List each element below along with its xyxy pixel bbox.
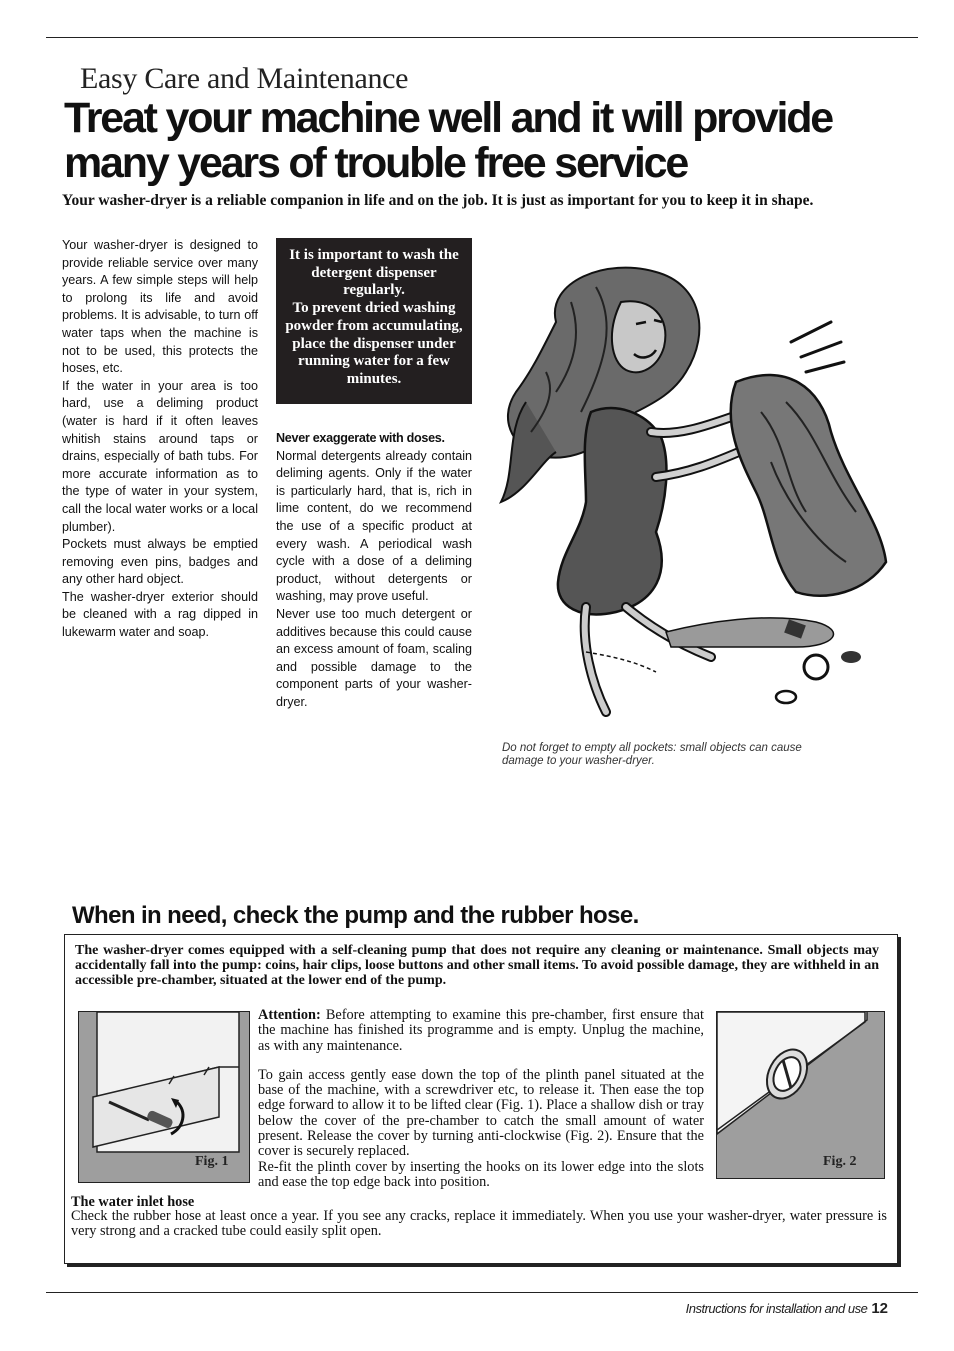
headline-line-1: Treat your machine well and it will provide <box>64 94 833 142</box>
detergent-paragraph: Normal detergents already contain deliming agents. Only if the water is particularly hard, that is, rich in lime content, do we recommend the use of a specific product at every wash. A periodical wash cycle with a dose of a deliming product, without detergents or washing, may prove useful. <box>276 448 472 604</box>
page-headline <box>64 96 924 186</box>
fig-1-label: Fig. 1 <box>195 1154 229 1169</box>
page-footer <box>686 1300 888 1317</box>
inlet-hose-heading: The water inlet hose <box>71 1194 195 1210</box>
care-paragraph: Pockets must always be emptied removing even pins, badges and any other hard object. <box>62 537 258 587</box>
care-column <box>62 237 258 642</box>
prechamber-cover-drawing <box>717 1012 884 1178</box>
inlet-hose-text: Check the rubber hose at least once a year. If you see any cracks, replace it immediately. When you use your washer-dryer, water pressure is very strong and a cracked tube could easily split open. <box>71 1208 887 1240</box>
pump-instructions <box>258 1008 704 1190</box>
attention-paragraph <box>258 1008 704 1054</box>
headline-line-2: many years of trouble free service <box>64 139 688 187</box>
notice-line: To prevent dried washing powder from accumulating, place the dispenser under running water for a few minutes. <box>285 300 463 387</box>
section-title: Easy Care and Maintenance <box>80 62 409 95</box>
fig-2-prechamber-illustration <box>716 1011 885 1179</box>
footer-title: Instructions for installation and use <box>685 1301 868 1316</box>
procedure-paragraph: To gain access gently ease down the top of the plinth panel situated at the base of the machine, with a screwdriver etc, to release it. Then ease the top edge forward to allow it to be lifted clear (Fig. 1). Place a shallow dish or tray below the cover of the pre-chamber to catch the small amount of water present. Release the cover by turning anti-clockwise (Fig. 2). Ensure that the cover is securely replaced. <box>258 1066 704 1160</box>
detergent-paragraph: Never use too much detergent or additives because this could cause an excess amount of foam, scaling and possible damage to the component parts of your washer-dryer. <box>276 606 472 709</box>
bottom-rule <box>46 1292 918 1293</box>
page-number: 12 <box>871 1300 888 1317</box>
illustration-caption: Do not forget to empty all pockets: small objects can cause damage to your washer-dryer. <box>502 742 802 767</box>
lead-paragraph: Your washer-dryer is a reliable companion in life and on the job. It is just as important for you to keep it in shape. <box>62 192 814 209</box>
attention-text: Before attempting to examine this pre-chamber, first ensure that the machine has finished its programme and is empty. Unplug the machine, as with any maintenance. <box>258 1007 704 1054</box>
attention-label: Attention: <box>258 1007 321 1023</box>
pump-section-title: When in need, check the pump and the rubber hose. <box>72 902 639 929</box>
detergent-column <box>276 430 472 712</box>
care-paragraph: If the water in your area is too hard, use a deliming product (water is hard if it often leaves whitish stains around taps or drains, especially of bath tubs. For more accurate information as to the type of water in your system, call the local water works or a local plumber). <box>62 378 258 534</box>
fig-1-plinth-illustration <box>78 1011 250 1183</box>
care-paragraph: The washer-dryer exterior should be cleaned with a rag dipped in lukewarm water and soap. <box>62 589 258 640</box>
notice-line: It is important to wash the detergent dispenser regularly. <box>289 247 459 299</box>
refit-paragraph: Re-fit the plinth cover by inserting the hooks on its lower edge into the slots and ease the top edge back into position. <box>258 1158 704 1190</box>
top-rule <box>46 37 918 38</box>
care-paragraph: Your washer-dryer is designed to provide reliable service over many years. A few simple steps will help to prolong its life and avoid problems. It is advisable, to turn off water taps when the machine is not to be used, this protects the hoses, etc. <box>62 238 258 376</box>
dispenser-notice-box <box>276 238 472 404</box>
detergent-heading: Never exaggerate with doses. <box>276 431 445 445</box>
pump-intro: The washer-dryer comes equipped with a self-cleaning pump that does not require any cleaning or maintenance. Small objects may accidentally fall into the pump: coins, hair clips, loose buttons and other small items. To avoid possible damage, they are withheld in an accessible pre-chamber, situated at the lower end of the pump. <box>75 943 879 988</box>
fig-2-label: Fig. 2 <box>823 1154 857 1169</box>
woman-shaking-clothes-illustration <box>486 262 896 732</box>
